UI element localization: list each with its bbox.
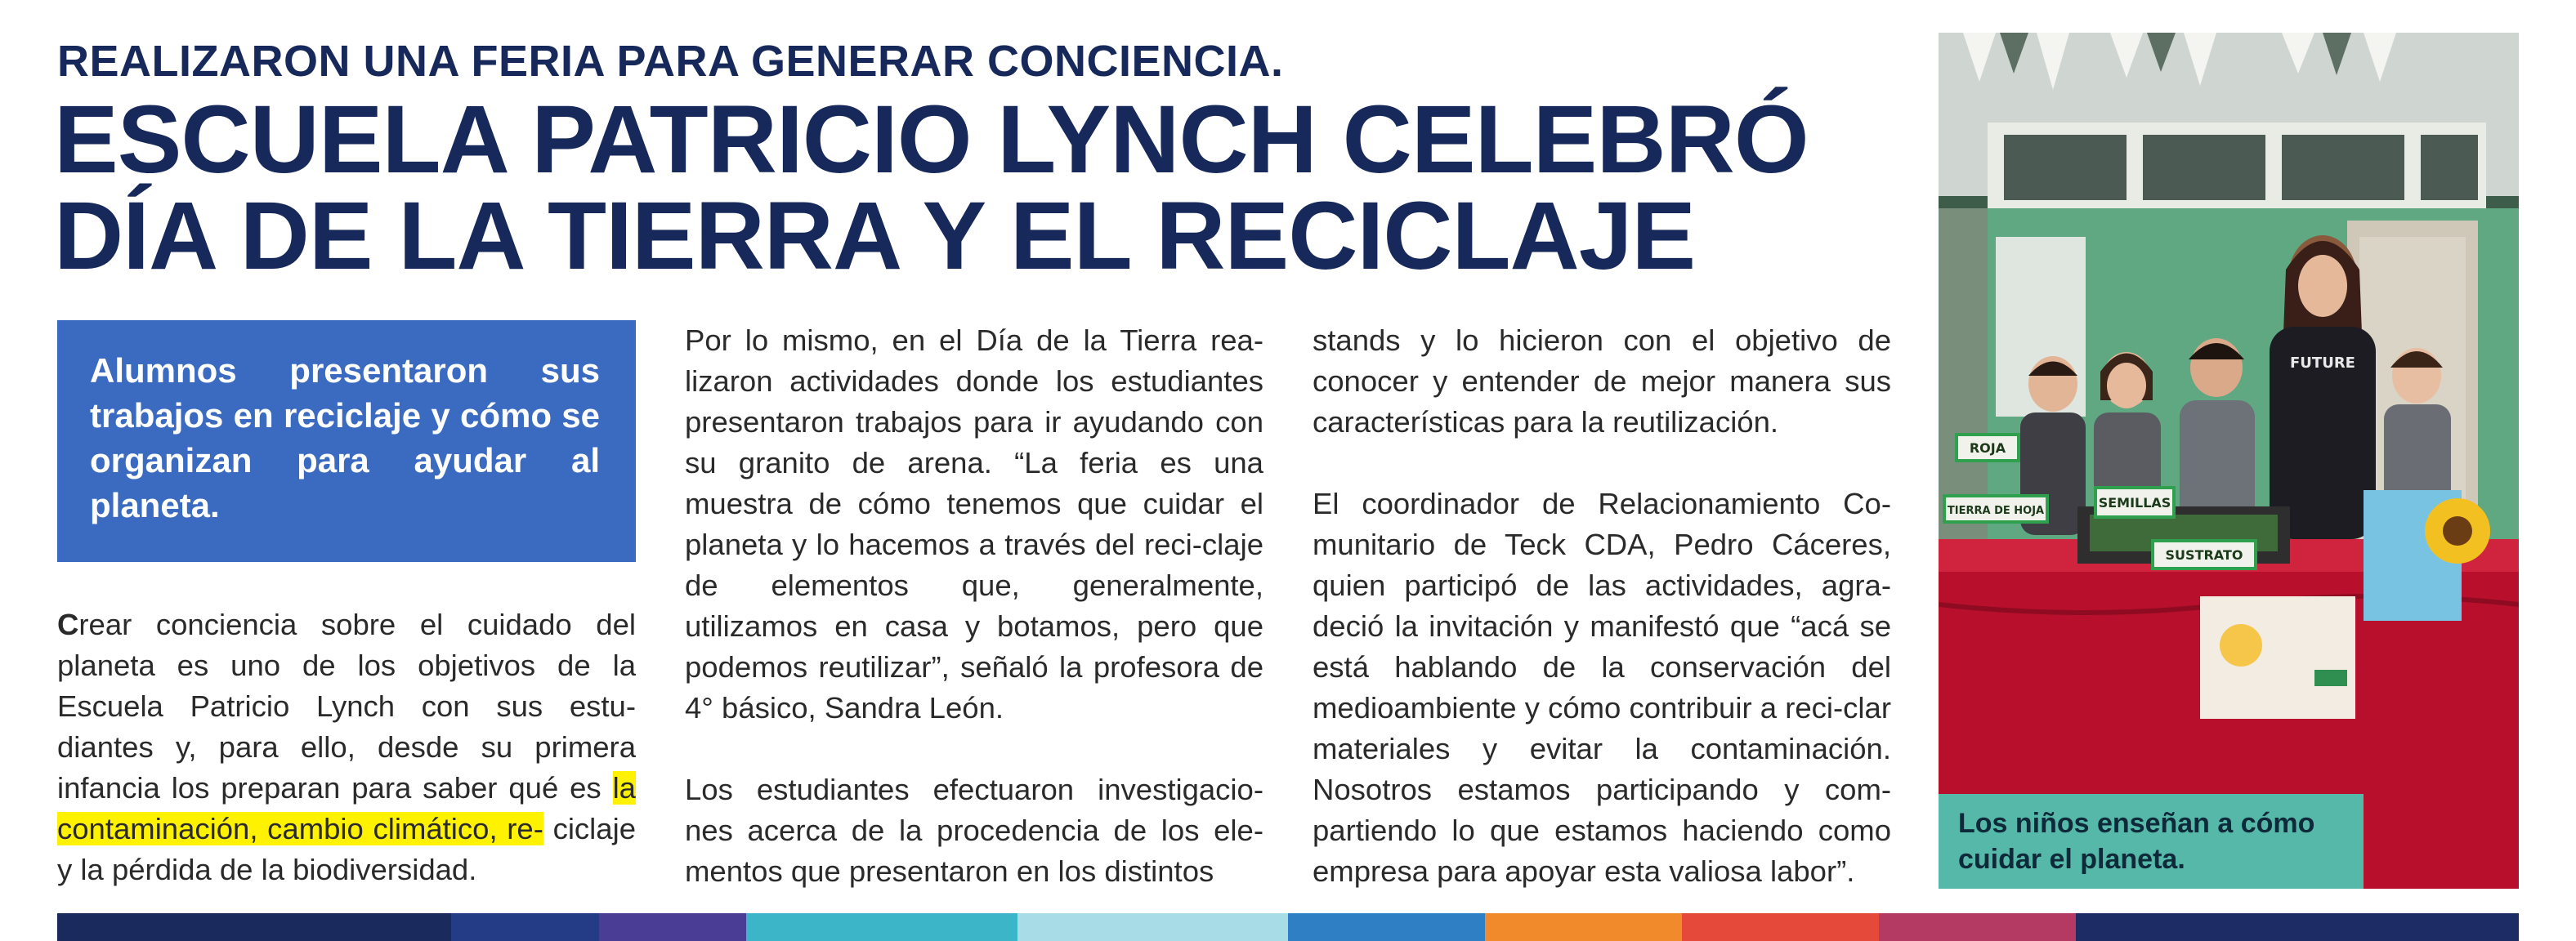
photo-caption: Los niños enseñan a cómo cuidar el planeta. [1958,808,2315,875]
sign-roja: ROJA [1969,440,2006,456]
column-1-paragraph [57,604,636,890]
sign-sustrato: SUSTRATO [2165,547,2243,563]
article-photo [1939,33,2519,889]
stripe-segment [1288,913,1485,941]
article-column-1 [57,604,636,890]
stripe-segment [1485,913,1682,941]
article-headline [54,86,1809,290]
column-1-text: rear conciencia sobre el cuidado del planeta es uno de los objetivos de la Escuela Patricio Lynch con sus estu-diantes y, para ello, desde su primera infancia los preparan para saber qué es [57,608,636,805]
lead-text: Alumnos presentaron sus trabajos en reciclaje y cómo se organizan para ayudar al planeta. [90,351,600,524]
column-3-paragraph-1: stands y lo hicieron con el objetivo de conocer y entender de mejor manera sus características para la reutilización. [1313,323,1891,439]
column-2-paragraph-2: Los estudiantes efectuaron investigacio-nes acerca de la procedencia de los ele-mentos que presentaron en los distintos [685,773,1263,888]
color-stripe [57,913,2519,941]
headline-line-2: DÍA DE LA TIERRA Y EL RECICLAJE [54,182,1696,290]
stripe-segment [1879,913,2076,941]
sign-semillas: SEMILLAS [2098,495,2171,511]
stripe-segment [1017,913,1288,941]
stripe-segment [57,913,254,941]
photo-illustration [1939,33,2519,889]
stripe-segment [1682,913,1879,941]
drop-cap: C [57,608,79,641]
stripe-segment [254,913,451,941]
article-kicker: REALIZARON UNA FERIA PARA GENERAR CONCIENCIA. [57,37,1284,86]
stripe-segment [599,913,747,941]
column-3-paragraph-2: El coordinador de Relacionamiento Co-munitario de Teck CDA, Pedro Cáceres, quien participó de las actividades, agra-deció la invitación y manifestó que “acá se está hablando de la conservación del medioambiente y cómo contribuir a reci-clar materiales y evitar la contaminación. Nosotros estamos participando y com-partiendo lo que estamos haciendo como empresa para apoyar esta valiosa labor”. [1313,487,1891,888]
stripe-segment [2076,913,2519,941]
photo-caption-box [1939,794,2364,889]
lead-box [57,320,636,562]
column-2-paragraph-1: Por lo mismo, en el Día de la Tierra rea-lizaron actividades donde los estudiantes presentaron trabajos para ir ayudando con su granito de arena. “La feria es una muestra de cómo tenemos que cuidar el planeta y lo hacemos a través del reci-claje de elementos que, generalmente, utilizamos en casa y botamos, pero que podemos reutilizar”, señaló la profesora de 4° básico, Sandra León. [685,323,1263,725]
article-column-2 [685,320,1263,892]
highlighted-text: la contaminación, cambio climático, re- [57,771,636,845]
stripe-segment [746,913,1017,941]
column-1-text-end: ciclaje y la pérdida de la biodiversidad. [57,812,636,886]
sign-tierra-de-hoja: TIERRA DE HOJA [1947,505,2045,517]
article-column-3 [1313,320,1891,892]
headline-line-1: ESCUELA PATRICIO LYNCH CELEBRÓ [54,86,1809,194]
stripe-segment [451,913,599,941]
shirt-print: FUTURE [2290,355,2355,372]
